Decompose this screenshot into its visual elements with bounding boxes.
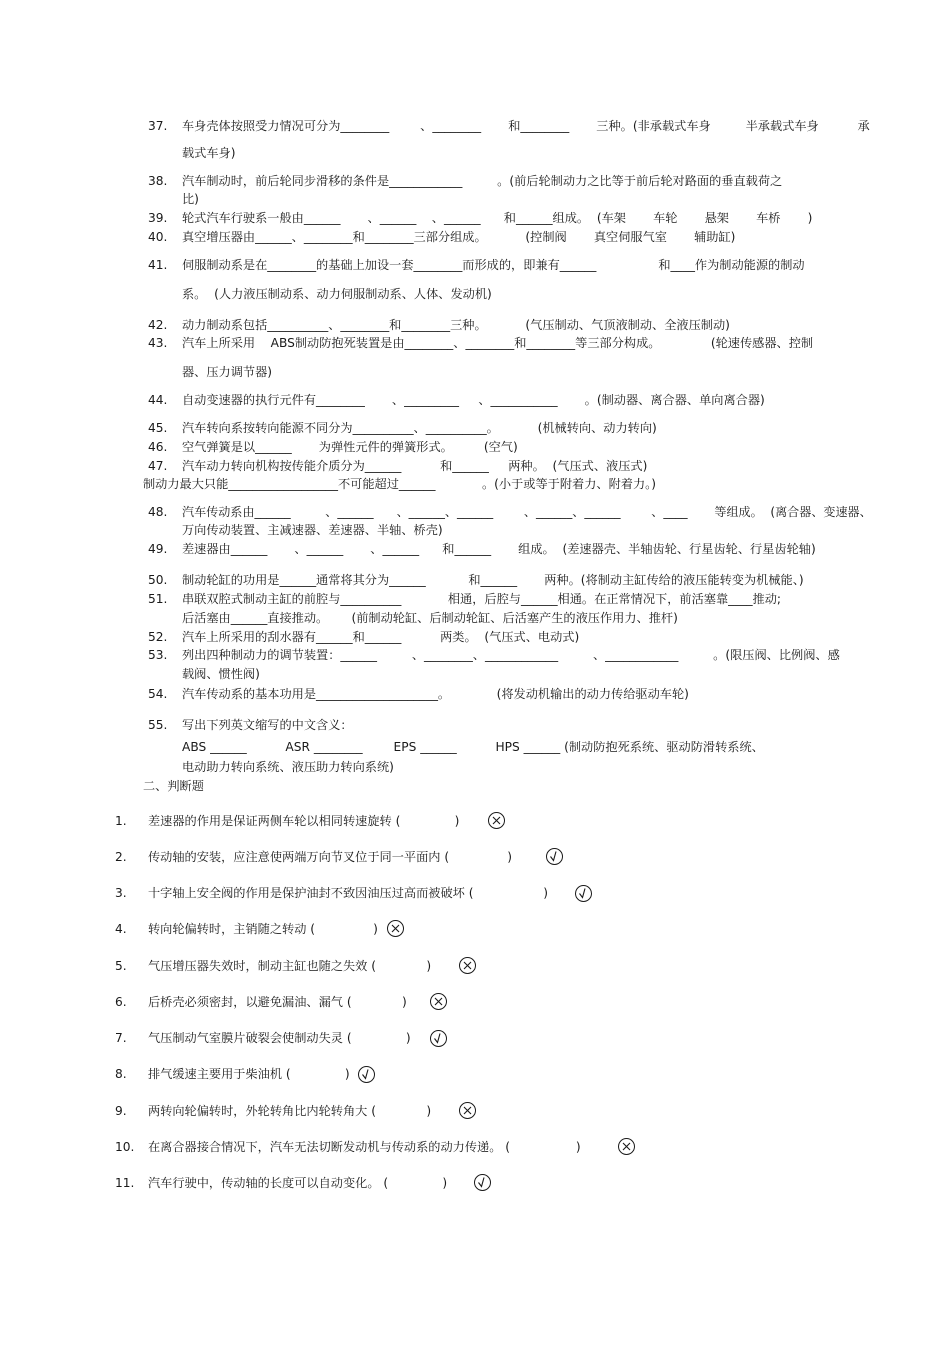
check-mark-icon — [358, 1066, 375, 1083]
question-text: 汽车传动系由______ 、______ 、______、______ 、______、______ 、____ 等组成。 (离合器、变速器、 — [182, 505, 872, 519]
question-text: 汽车传动系的基本功用是____________________。 (将发动机输出的动力传给驱动车轮) — [182, 687, 689, 701]
judge-number: 2. — [115, 850, 127, 864]
question-number: 41. — [148, 258, 168, 272]
question-number: 48. — [148, 505, 168, 519]
question-text: 自动变速器的执行元件有________ 、_________ 、___________ 。(制动器、离合器、单向离合器) — [182, 393, 765, 407]
judge-text: 排气缓速主要用于柴油机 ( ) — [148, 1067, 350, 1081]
judge-text: 后桥壳必须密封，以避免漏油、漏气 ( ) — [148, 995, 407, 1009]
question-text: 汽车上所采用的刮水器有______和______ 两类。 (气压式、电动式) — [182, 630, 580, 644]
cross-mark-icon — [618, 1138, 635, 1155]
question-text: 轮式汽车行驶系一般由______ 、______ 、______ 和______组成。 (车架 车轮 悬架 车桥 ) — [182, 211, 813, 225]
cross-mark-icon — [430, 993, 447, 1010]
question-text: 系。 (人力液压制动系、动力伺服制动系、人体、发动机) — [182, 287, 492, 301]
check-mark-icon — [546, 848, 563, 865]
question-text: 比) — [182, 192, 199, 206]
question-text: 车身壳体按照受力情况可分为________ 、________ 和________ 三种。(非承载式车身 半承载式车身 承 — [182, 119, 870, 133]
judge-number: 6. — [115, 995, 127, 1009]
judge-number: 4. — [115, 922, 127, 936]
question-number: 45. — [148, 421, 168, 435]
judge-text: 差速器的作用是保证两侧车轮以相同转速旋转 ( ) — [148, 814, 460, 828]
cross-mark-icon — [488, 812, 505, 829]
judge-text: 十字轴上安全阀的作用是保护油封不致因油压过高而被破坏 ( ) — [148, 886, 548, 900]
question-text: 汽车制动时，前后轮同步滑移的条件是____________ 。(前后轮制动力之比等于前后轮对路面的垂直载荷之 — [182, 174, 783, 188]
question-text: 差速器由______ 、______ 、______ 和______ 组成。 (差速器壳、半轴齿轮、行星齿轮、行星齿轮轴) — [182, 542, 816, 556]
question-text: 串联双腔式制动主缸的前腔与__________ 相通，后腔与______相通。在正常情况下，前活塞靠____推动; — [182, 592, 782, 606]
judge-number: 3. — [115, 886, 127, 900]
question-number: 42. — [148, 318, 168, 332]
question-text: 真空增压器由______、________和________三部分组成。 (控制阀 真空伺服气室 辅助缸) — [182, 230, 736, 244]
question-text: 器、压力调节器) — [182, 365, 273, 379]
question-number: 49. — [148, 542, 168, 556]
question-text: 载式车身) — [182, 146, 236, 160]
judge-text: 气压制动气室膜片破裂会使制动失灵 ( ) — [148, 1031, 411, 1045]
question-text: 汽车动力转向机构按传能介质分为______ 和______ 两种。 (气压式、液压式) — [182, 459, 648, 473]
section-title: 二、判断题 — [143, 779, 204, 793]
question-number: 40. — [148, 230, 168, 244]
check-mark-icon — [430, 1030, 447, 1047]
judge-text: 汽车行驶中，传动轴的长度可以自动变化。 ( ) — [148, 1176, 448, 1190]
question-text: 伺服制动系是在________的基础上加设一套________而形成的，即兼有______ 和____作为制动能源的制动 — [182, 258, 805, 272]
question-number: 44. — [148, 393, 168, 407]
judge-number: 5. — [115, 959, 127, 973]
question-text: 空气弹簧是以______ 为弹性元件的弹簧形式。 (空气) — [182, 440, 518, 454]
judge-number: 11. — [115, 1176, 135, 1190]
cross-mark-icon — [459, 1102, 476, 1119]
judge-number: 7. — [115, 1031, 127, 1045]
question-text: 后活塞由______直接推动。 (前制动轮缸、后制动轮缸、后活塞产生的液压作用力、推杆) — [182, 611, 678, 625]
question-text: 动力制动系包括__________、________和________三种。 (气压制动、气顶液制动、全液压制动) — [182, 318, 730, 332]
question-text: 万向传动装置、主减速器、差速器、半轴、桥壳) — [182, 523, 443, 537]
question-number: 38. — [148, 174, 168, 188]
judge-number: 10. — [115, 1140, 135, 1154]
question-text: 载阀、惯性阀) — [182, 667, 260, 681]
question-number: 46. — [148, 440, 168, 454]
question-number: 55. — [148, 718, 168, 732]
question-number: 39. — [148, 211, 168, 225]
question-text: 电动助力转向系统、液压助力转向系统) — [182, 760, 394, 774]
question-text: 写出下列英文缩写的中文含义： — [182, 718, 353, 732]
judge-text: 传动轴的安装，应注意使两端万向节叉位于同一平面内 ( ) — [148, 850, 512, 864]
question-number: 37. — [148, 119, 168, 133]
question-text: 汽车转向系按转向能源不同分为__________、__________。 (机械转向、动力转向) — [182, 421, 657, 435]
question-number: 51. — [148, 592, 168, 606]
question-number: 54. — [148, 687, 168, 701]
judge-text: 气压增压器失效时，制动主缸也随之失效 ( ) — [148, 959, 432, 973]
question-text: 制动力最大只能__________________不可能超过______ 。(小于或等于附着力、附着力。) — [143, 477, 657, 491]
question-number: 53. — [148, 648, 168, 662]
judge-text: 在离合器接合情况下，汽车无法切断发动机与传动系的动力传递。 ( ) — [148, 1140, 581, 1154]
judge-number: 9. — [115, 1104, 127, 1118]
question-text: 制动轮缸的功用是______通常将其分为______ 和______ 两种。(将制动主缸传给的液压能转变为机械能、) — [182, 573, 804, 587]
question-text: 列出四种制动力的调节装置：______ 、________、____________ 、____________ 。(限压阀、比例阀、感 — [182, 648, 840, 662]
question-number: 43. — [148, 336, 168, 350]
cross-mark-icon — [387, 920, 404, 937]
question-number: 47. — [148, 459, 168, 473]
cross-mark-icon — [459, 957, 476, 974]
question-text: 汽车上所采用 ABS制动防抱死装置是由________、________和________等三部分构成。 (轮速传感器、控制 — [182, 336, 814, 350]
judge-text: 两转向轮偏转时，外轮转角比内轮转角大 ( ) — [148, 1104, 432, 1118]
judge-text: 转向轮偏转时，主销随之转动 ( ) — [148, 922, 378, 936]
question-text: ABS ______ ASR ________ EPS ______ HPS ______ (制动防抱死系统、驱动防滑转系统、 — [182, 740, 764, 754]
judge-number: 8. — [115, 1067, 127, 1081]
check-mark-icon — [575, 885, 592, 902]
check-mark-icon — [474, 1174, 491, 1191]
judge-number: 1. — [115, 814, 127, 828]
question-number: 50. — [148, 573, 168, 587]
question-number: 52. — [148, 630, 168, 644]
